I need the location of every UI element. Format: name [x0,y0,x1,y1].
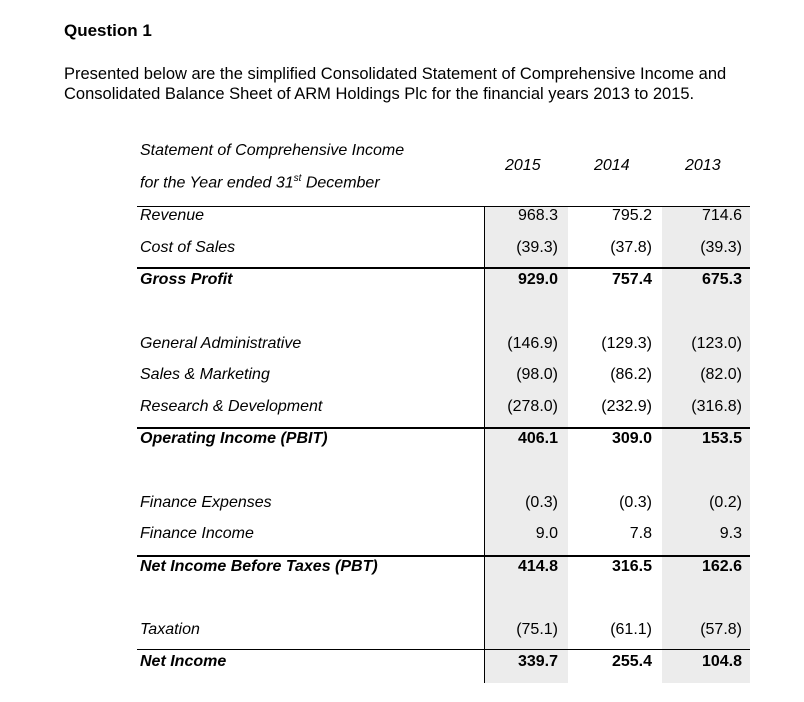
cell-operating-income-2013: 153.5 [701,430,742,447]
rule-header [137,206,750,207]
cell-finance-expenses-2013: (0.2) [709,494,742,511]
cell-cost-of-sales-2013: (39.3) [700,239,742,256]
intro-line-1: Presented below are the simplified Consolidated Statement of Comprehensive Income and [64,65,727,83]
cell-gross-profit-2014: 757.4 [611,271,652,288]
cell-finance-income-2013: 9.3 [719,525,742,542]
cell-revenue-2013: 714.6 [701,207,742,224]
cell-net-income-2013: 104.8 [701,653,742,670]
title-part-1: for the Year ended 31 [140,174,294,192]
row-label-gross-profit: Gross Profit [140,271,233,288]
cell-pbt-2013: 162.6 [701,558,742,575]
row-label-net-income: Net Income [140,653,227,670]
cell-finance-expenses-2014: (0.3) [619,494,652,511]
table-title-line-2 [140,173,380,192]
row-label-operating-income: Operating Income (PBIT) [140,430,328,447]
cell-sales-marketing-2013: (82.0) [700,366,742,383]
cell-research-development-2014: (232.9) [601,398,652,415]
row-label-revenue: Revenue [140,207,205,224]
cell-sales-marketing-2014: (86.2) [610,366,652,383]
row-label-general-administrative: General Administrative [140,335,302,352]
rule-net-income [137,649,750,650]
cell-finance-income-2014: 7.8 [629,525,652,542]
cell-pbt-2015: 414.8 [517,558,558,575]
cell-taxation-2014: (61.1) [610,621,652,638]
title-part-2: December [301,174,380,192]
cell-cost-of-sales-2015: (39.3) [516,239,558,256]
year-header-2013: 2013 [685,157,721,174]
row-label-finance-income: Finance Income [140,525,254,542]
cell-finance-income-2015: 9.0 [535,525,558,542]
cell-general-administrative-2013: (123.0) [691,335,742,352]
cell-taxation-2015: (75.1) [516,621,558,638]
cell-general-administrative-2014: (129.3) [601,335,652,352]
cell-revenue-2015: 968.3 [517,207,558,224]
cell-taxation-2013: (57.8) [700,621,742,638]
cell-operating-income-2014: 309.0 [611,430,652,447]
year-header-2015: 2015 [505,157,541,174]
cell-sales-marketing-2015: (98.0) [516,366,558,383]
year-header-2014: 2014 [594,157,630,174]
cell-gross-profit-2015: 929.0 [517,271,558,288]
row-label-sales-marketing: Sales & Marketing [140,366,270,383]
intro-line-2: Consolidated Balance Sheet of ARM Holdings Plc for the financial years 2013 to 2015. [64,85,695,103]
cell-cost-of-sales-2014: (37.8) [610,239,652,256]
cell-general-administrative-2015: (146.9) [507,335,558,352]
cell-net-income-2015: 339.7 [517,653,558,670]
row-label-taxation: Taxation [140,621,200,638]
cell-pbt-2014: 316.5 [611,558,652,575]
question-heading: Question 1 [64,21,152,40]
cell-revenue-2014: 795.2 [611,207,652,224]
cell-finance-expenses-2015: (0.3) [525,494,558,511]
table-title-line-1: Statement of Comprehensive Income [140,142,405,159]
cell-research-development-2015: (278.0) [507,398,558,415]
cell-gross-profit-2013: 675.3 [701,271,742,288]
title-superscript: st [293,173,302,184]
row-label-pbt: Net Income Before Taxes (PBT) [140,558,378,575]
intro-paragraph [64,64,804,104]
row-label-cost-of-sales: Cost of Sales [140,239,236,256]
rule-gross-profit [137,267,750,269]
row-label-research-development: Research & Development [140,398,323,415]
cell-operating-income-2015: 406.1 [517,430,558,447]
cell-net-income-2014: 255.4 [611,653,652,670]
cell-research-development-2013: (316.8) [691,398,742,415]
row-label-finance-expenses: Finance Expenses [140,494,272,511]
